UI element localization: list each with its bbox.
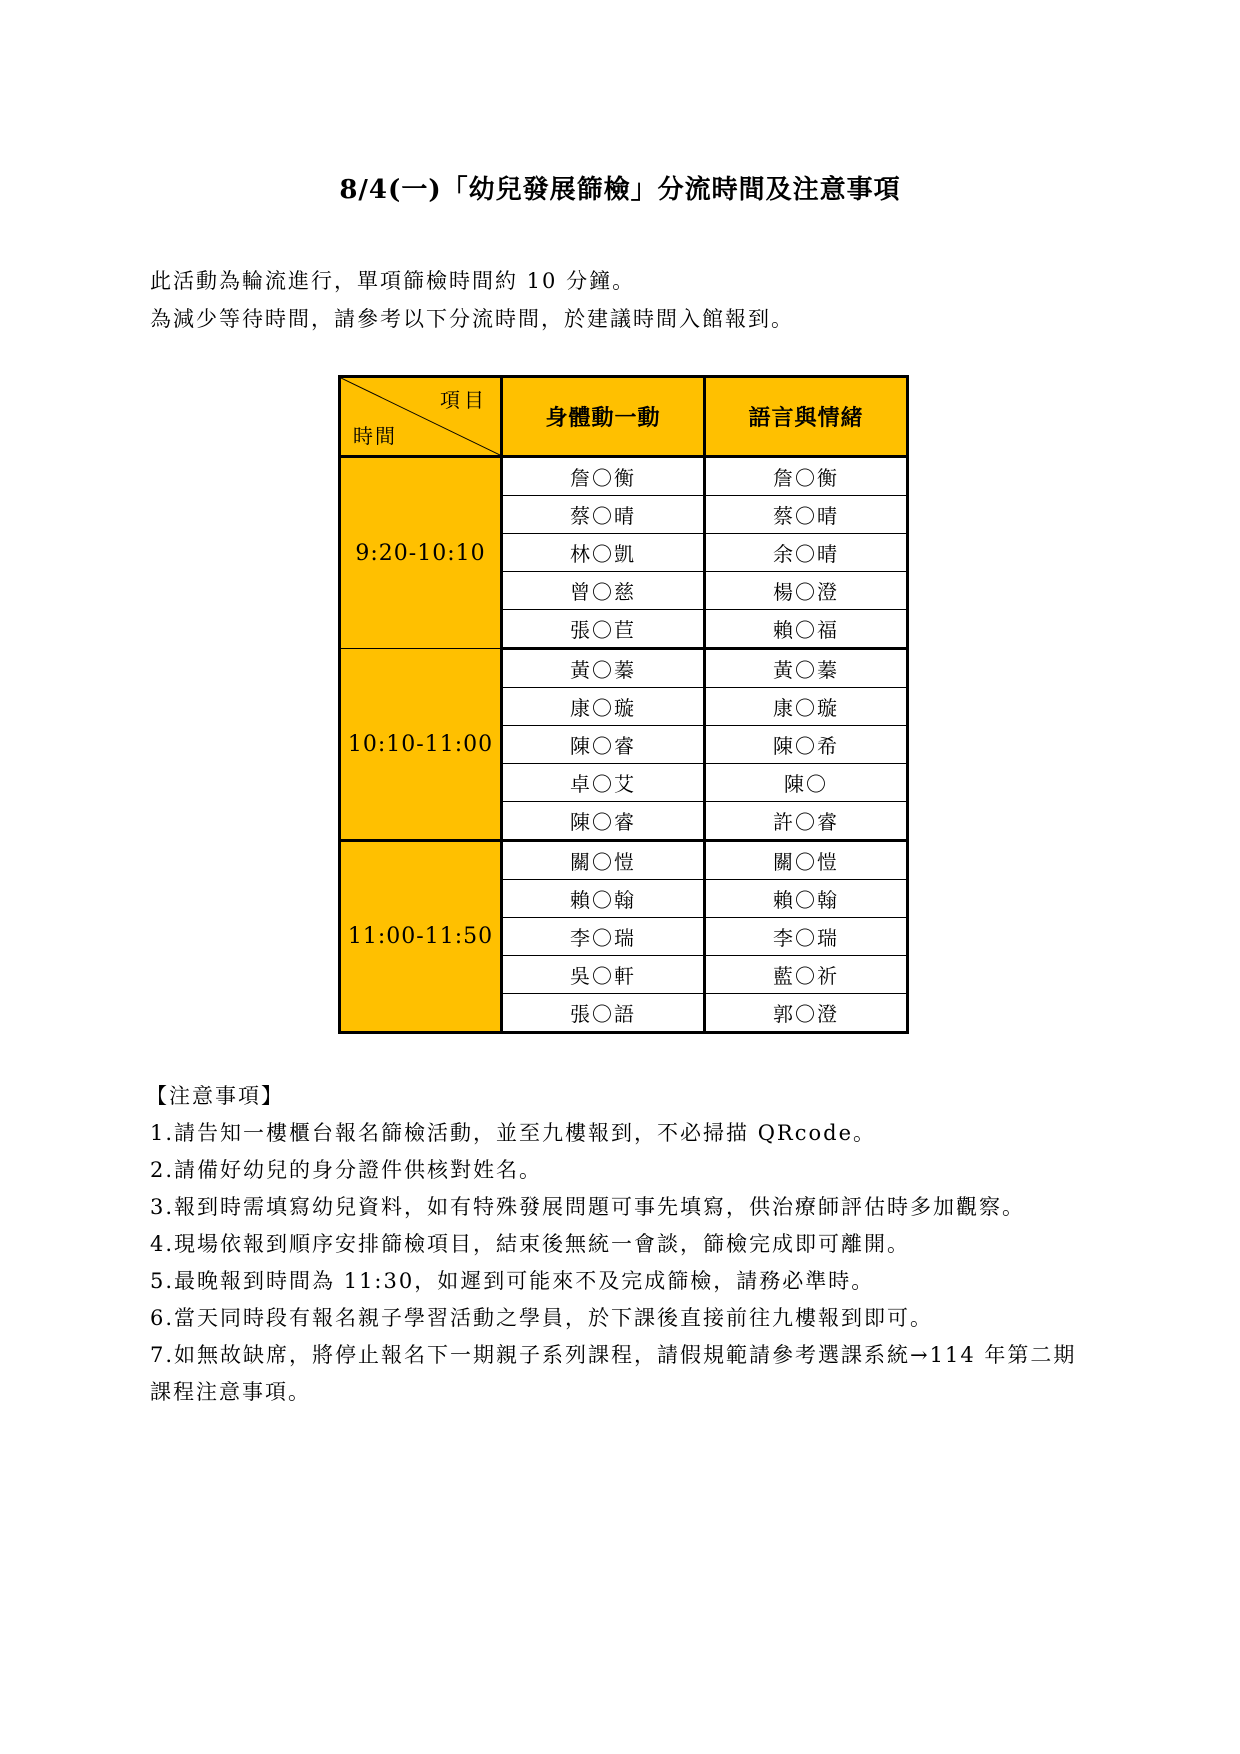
note-item: 7.如無故缺席，將停止報名下一期親子系列課程，請假規範請參考選課系統→114 年第二期課程注意事項。 <box>150 1343 1077 1404</box>
name-cell: 關〇愷 <box>705 841 908 880</box>
name-cell: 郭〇澄 <box>705 994 908 1033</box>
time-slot-cell: 11:00-11:50 <box>340 841 502 1033</box>
intro-line: 為減少等待時間，請參考以下分流時間，於建議時間入館報到。 <box>150 307 794 331</box>
name-cell: 張〇苣 <box>502 610 705 649</box>
note-item: 3.報到時需填寫幼兒資料，如有特殊發展問題可事先填寫，供治療師評估時多加觀察。 <box>150 1195 1026 1219</box>
table-corner-cell <box>340 377 502 457</box>
name-cell: 林〇凱 <box>502 534 705 572</box>
page-title: 8/4(一)「幼兒發展篩檢」分流時間及注意事項 <box>339 175 901 205</box>
note-item: 5.最晚報到時間為 11:30，如遲到可能來不及完成篩檢，請務必準時。 <box>150 1269 875 1293</box>
name-cell: 曾〇慈 <box>502 572 705 610</box>
table-row <box>340 841 908 880</box>
table-row <box>340 457 908 496</box>
name-cell: 黃〇蓁 <box>502 649 705 688</box>
name-cell: 陳〇 <box>705 764 908 802</box>
name-cell: 關〇愷 <box>502 841 705 880</box>
name-cell: 陳〇睿 <box>502 726 705 764</box>
name-cell: 陳〇希 <box>705 726 908 764</box>
table-header-row <box>340 377 908 457</box>
name-cell: 蔡〇晴 <box>502 496 705 534</box>
name-cell: 黃〇蓁 <box>705 649 908 688</box>
intro-text <box>150 262 794 338</box>
note-item: 2.請備好幼兒的身分證件供核對姓名。 <box>150 1158 543 1182</box>
time-slot-cell: 10:10-11:00 <box>340 649 502 841</box>
time-slot-cell: 9:20-10:10 <box>340 457 502 649</box>
name-cell: 陳〇睿 <box>502 802 705 841</box>
name-cell: 蔡〇晴 <box>705 496 908 534</box>
name-cell: 吳〇軒 <box>502 956 705 994</box>
corner-label-time: 時間 <box>353 424 397 448</box>
note-item: 6.當天同時段有報名親子學習活動之學員，於下課後直接前往九樓報到即可。 <box>150 1306 934 1330</box>
name-cell: 賴〇福 <box>705 610 908 649</box>
schedule-table <box>338 375 909 1034</box>
column-header-language: 語言與情緒 <box>705 377 908 457</box>
name-cell: 賴〇翰 <box>705 880 908 918</box>
name-cell: 楊〇澄 <box>705 572 908 610</box>
name-cell: 詹〇衡 <box>705 457 908 496</box>
column-header-body: 身體動一動 <box>502 377 705 457</box>
name-cell: 李〇瑞 <box>502 918 705 956</box>
name-cell: 賴〇翰 <box>502 880 705 918</box>
notes-section <box>146 1078 1090 1411</box>
name-cell: 康〇璇 <box>705 688 908 726</box>
name-cell: 張〇語 <box>502 994 705 1033</box>
table-row <box>340 649 908 688</box>
name-cell: 李〇瑞 <box>705 918 908 956</box>
name-cell: 康〇璇 <box>502 688 705 726</box>
notes-heading: 【注意事項】 <box>146 1084 284 1108</box>
name-cell: 卓〇艾 <box>502 764 705 802</box>
name-cell: 許〇睿 <box>705 802 908 841</box>
name-cell: 余〇晴 <box>705 534 908 572</box>
name-cell: 藍〇祈 <box>705 956 908 994</box>
intro-line: 此活動為輪流進行，單項篩檢時間約 10 分鐘。 <box>150 269 636 293</box>
note-item: 4.現場依報到順序安排篩檢項目，結束後無統一會談，篩檢完成即可離開。 <box>150 1232 911 1256</box>
corner-label-item: 項目 <box>440 388 488 412</box>
name-cell: 詹〇衡 <box>502 457 705 496</box>
note-item: 1.請告知一樓櫃台報名篩檢活動，並至九樓報到，不必掃描 QRcode。 <box>150 1121 877 1145</box>
